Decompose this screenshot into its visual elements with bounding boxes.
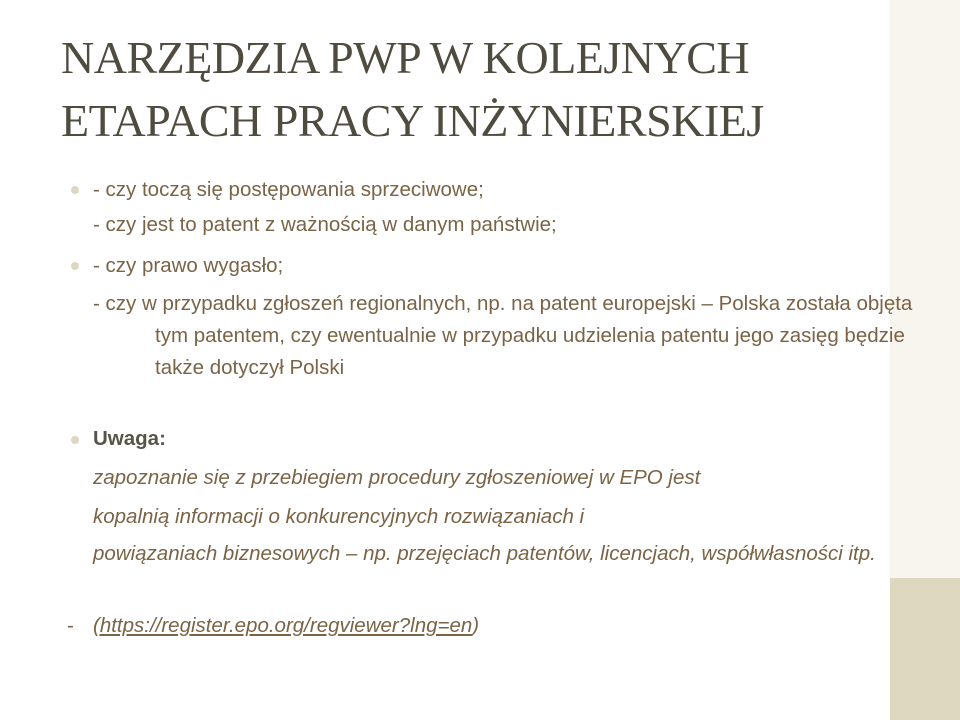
- list-item-validity: - czy jest to patent z ważnością w danym państwie;: [93, 213, 557, 236]
- link-close-paren: ): [472, 614, 480, 637]
- link-dash: -: [67, 614, 74, 637]
- bullet-dot: [71, 186, 79, 194]
- side-decoration-block: [890, 578, 960, 720]
- note-line-3: powiązaniach biznesowych – np. przejęciach patentów, licencjach, współwłasności itp.: [93, 542, 876, 565]
- slide-title-line-1: NARZĘDZIA PWP W KOLEJNYCH: [61, 32, 750, 83]
- bullet-dot: [71, 262, 79, 270]
- slide-title-line-2: ETAPACH PRACY INŻYNIERSKIEJ: [61, 95, 764, 146]
- list-item-regional: - czy w przypadku zgłoszeń regionalnych, np. na patent europejski – Polska została objęta tym patentem, czy ewentualnie w przypadku udzielenia patentu jego zasięg będzie także dotyczył Polski: [93, 292, 913, 379]
- list-item-expired: - czy prawo wygasło;: [93, 254, 284, 277]
- register-link-line: [93, 610, 479, 642]
- uwaga-label: Uwaga:: [93, 427, 166, 450]
- note-line-2: kopalnią informacji o konkurencyjnych rozwiązaniach i: [93, 505, 585, 528]
- note-line-1: zapoznanie się z przebiegiem procedury zgłoszeniowej w EPO jest: [93, 466, 701, 489]
- register-link[interactable]: (https://register.epo.org/regviewer?lng=en: [93, 614, 473, 637]
- bullet-dot: [71, 436, 79, 444]
- list-item-opposition: - czy toczą się postępowania sprzeciwowe;: [93, 178, 484, 201]
